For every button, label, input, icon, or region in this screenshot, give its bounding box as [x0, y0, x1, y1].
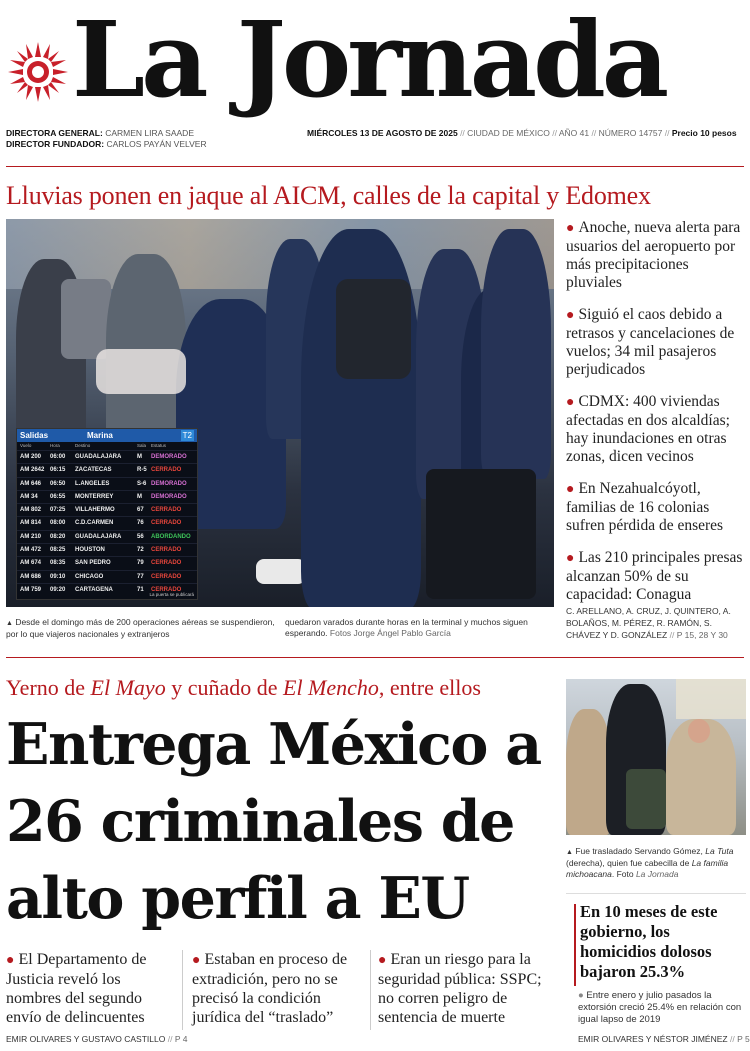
board-cell: 56	[137, 533, 144, 540]
board-cell: 08:20	[50, 533, 66, 540]
board-row	[17, 490, 197, 503]
top-bullet: ● CDMX: 400 viviendas afectadas en dos alcaldías; hay inundaciones en otras zonas, dicen vecinos	[566, 393, 746, 466]
side-headline: En 10 meses de este gobierno, los homicidios dolosos bajaron 25.3%	[580, 902, 718, 981]
board-cell: SAN PEDRO	[75, 560, 111, 567]
board-cell: R-5	[137, 467, 147, 474]
top-story-bullets	[566, 219, 746, 604]
board-row	[17, 450, 197, 463]
side-photo-caption: ▲ Fue trasladado Servando Gómez, La Tuta (derecha), quien fue cabecilla de La familia michoacana. Foto La Jornada	[566, 846, 734, 879]
board-rows	[17, 450, 197, 596]
board-column-header: Vuelo	[20, 443, 32, 448]
board-cell: AM 674	[20, 560, 42, 567]
board-cell: 08:25	[50, 547, 66, 554]
dateline: MIÉRCOLES 13 DE AGOSTO DE 2025 // CIUDAD DE MÉXICO // AÑO 41 // NÚMERO 14757 // Precio 10 pesos	[307, 128, 737, 138]
board-cell: ZACATECAS	[75, 467, 112, 474]
board-cell: DEMORADO	[151, 454, 187, 460]
photo-caption-right: quedaron varados durante horas en la terminal y muchos siguen esperando. Fotos Jorge Ángel Pablo García	[285, 617, 528, 638]
sun-logo-icon	[6, 40, 70, 104]
board-header	[17, 429, 197, 442]
board-cell: AM 759	[20, 586, 42, 593]
photo-credit: Fotos Jorge Ángel Pablo García	[329, 628, 451, 638]
board-column-header: Estatus	[151, 443, 167, 448]
board-cell: 06:00	[50, 454, 66, 460]
board-row	[17, 516, 197, 529]
board-cell: AM 814	[20, 520, 42, 527]
board-row	[17, 530, 197, 543]
departures-board	[16, 428, 198, 600]
board-cell: ABORDANDO	[151, 533, 191, 540]
issue-city: CIUDAD DE MÉXICO	[467, 128, 550, 138]
board-cell: CERRADO	[151, 520, 182, 527]
side-headline-box	[566, 893, 746, 1029]
top-story-byline: C. ARELLANO, A. CRUZ, J. QUINTERO, A. BOLAÑOS, M. PÉREZ, R. RAMÓN, S. CHÁVEZ Y D. GONZÁLEZ // P 15, 28 Y 30	[566, 606, 731, 640]
board-cell: AM 210	[20, 533, 42, 540]
board-row	[17, 556, 197, 569]
board-cell: 67	[137, 507, 144, 514]
board-cell: 08:00	[50, 520, 66, 527]
transfer-photo	[566, 679, 746, 835]
board-cell: AM 200	[20, 454, 42, 460]
issue-date: MIÉRCOLES 13 DE AGOSTO DE 2025	[307, 128, 458, 138]
top-bullet: ● Siguió el caos debido a retrasos y cancelaciones de vuelos; 34 mil pasajeros perjudicados	[566, 306, 746, 379]
board-column-header: Sala	[137, 443, 147, 448]
board-cell: AM 34	[20, 493, 38, 500]
logo-wordmark: La Jornada	[72, 0, 666, 121]
board-cell: CERRADO	[151, 560, 182, 567]
top-bullet: ● Anoche, nueva alerta para usuarios del aeropuerto por más precipitaciones pluviales	[566, 219, 746, 292]
board-cell: DEMORADO	[151, 493, 187, 500]
main-headline	[6, 706, 541, 937]
issue-number: NÚMERO 14757	[598, 128, 663, 138]
board-cell: HOUSTON	[75, 547, 105, 554]
board-title: Salidas	[20, 431, 49, 440]
top-headline: Lluvias ponen en jaque al AICM, calles de la capital y Edomex	[6, 181, 651, 210]
board-cell: CERRADO	[151, 507, 182, 514]
photo-caption-left: ▲ Desde el domingo más de 200 operaciones aéreas se suspendieron, por lo que viajeros nacionales y extranjeros	[6, 617, 275, 639]
board-cell: MONTERREY	[75, 493, 114, 500]
board-cell: AM 686	[20, 573, 42, 580]
issue-year: AÑO 41	[558, 128, 590, 138]
board-cell: CERRADO	[151, 467, 182, 474]
board-cell: CHICAGO	[75, 573, 104, 580]
section-rule	[6, 657, 744, 658]
board-cell: 07:25	[50, 507, 66, 514]
board-cell: CERRADO	[151, 586, 182, 593]
main-headline-line: 26 criminales de	[6, 788, 514, 855]
staff-line-2: DIRECTOR FUNDADOR: CARLOS PAYÁN VELVER	[6, 139, 207, 149]
board-row	[17, 570, 197, 583]
top-bullet: ● Las 210 principales presas alcanzan 50% de su capacidad: Conagua	[566, 549, 746, 604]
board-cell: 06:50	[50, 480, 66, 487]
board-cell: AM 646	[20, 480, 42, 487]
board-cell: S-6	[137, 480, 147, 487]
board-cell: CERRADO	[151, 547, 182, 554]
board-cell: 76	[137, 520, 144, 527]
board-cell: 09:10	[50, 573, 66, 580]
top-bullet: ● En Nezahualcóyotl, familias de 16 colonias sufren pérdida de enseres	[566, 480, 746, 535]
board-cell: 06:15	[50, 467, 66, 474]
board-cell: AM 802	[20, 507, 42, 514]
board-cell: CARTAGENA	[75, 586, 113, 593]
issue-price: Precio 10 pesos	[671, 128, 737, 138]
board-cell: 08:35	[50, 560, 66, 567]
board-row	[17, 543, 197, 556]
board-cell: AM 472	[20, 547, 42, 554]
board-column-header: Destino	[75, 443, 91, 448]
side-byline: EMIR OLIVARES Y NÉSTOR JIMÉNEZ // P 5	[578, 1034, 750, 1044]
staff-line-1: DIRECTORA GENERAL: CARMEN LIRA SAADE	[6, 128, 194, 138]
staff-box	[6, 128, 207, 150]
board-airline: Marina	[87, 431, 113, 440]
masthead	[0, 0, 750, 165]
board-cell: CERRADO	[151, 573, 182, 580]
main-column-3: ● Eran un riesgo para la seguridad pública: SSPC; no corren peligro de sentencia de muerte	[378, 950, 553, 1027]
board-row	[17, 463, 197, 476]
board-row	[17, 477, 197, 490]
main-byline: EMIR OLIVARES Y GUSTAVO CASTILLO // P 4	[6, 1034, 188, 1044]
board-row	[17, 503, 197, 516]
main-column-2: ● Estaban en proceso de extradición, pero no se precisó la condición jurídica del “traslado”	[192, 950, 364, 1027]
masthead-rule	[6, 166, 744, 167]
main-kicker: Yerno de El Mayo y cuñado de El Mencho, entre ellos	[6, 675, 481, 700]
board-cell: DEMORADO	[151, 480, 187, 487]
board-cell: VILLAHERMO	[75, 507, 115, 514]
board-cell: 71	[137, 586, 144, 593]
board-cell: 79	[137, 560, 144, 567]
main-column-1: ● El Departamento de Justicia reveló los nombres del segundo envío de delincuentes	[6, 950, 176, 1027]
board-gate: T2	[182, 431, 192, 440]
board-cell: AM 2642	[20, 467, 45, 474]
side-body: ● Entre enero y julio pasados la extorsión creció 25.4% en relación con igual lapso de 2019	[578, 990, 742, 1025]
board-column-header: Hora	[50, 443, 60, 448]
board-cell: M	[137, 493, 142, 500]
board-cell: L.ANGELES	[75, 480, 110, 487]
board-cell: GUADALAJARA	[75, 533, 122, 540]
board-cell: 06:55	[50, 493, 66, 500]
board-cell: 72	[137, 547, 144, 554]
board-cell: 77	[137, 573, 144, 580]
airport-photo	[6, 219, 554, 607]
board-cell: GUADALAJARA	[75, 454, 122, 460]
board-cell: 09:20	[50, 586, 66, 593]
board-footer: La puerta se publicará	[149, 592, 194, 597]
main-headline-line: alto perfil a EU	[6, 865, 469, 932]
main-headline-line: Entrega México a	[6, 711, 541, 778]
board-cell: C.D.CARMEN	[75, 520, 114, 527]
board-column-headers	[17, 442, 197, 450]
board-cell: M	[137, 454, 142, 460]
